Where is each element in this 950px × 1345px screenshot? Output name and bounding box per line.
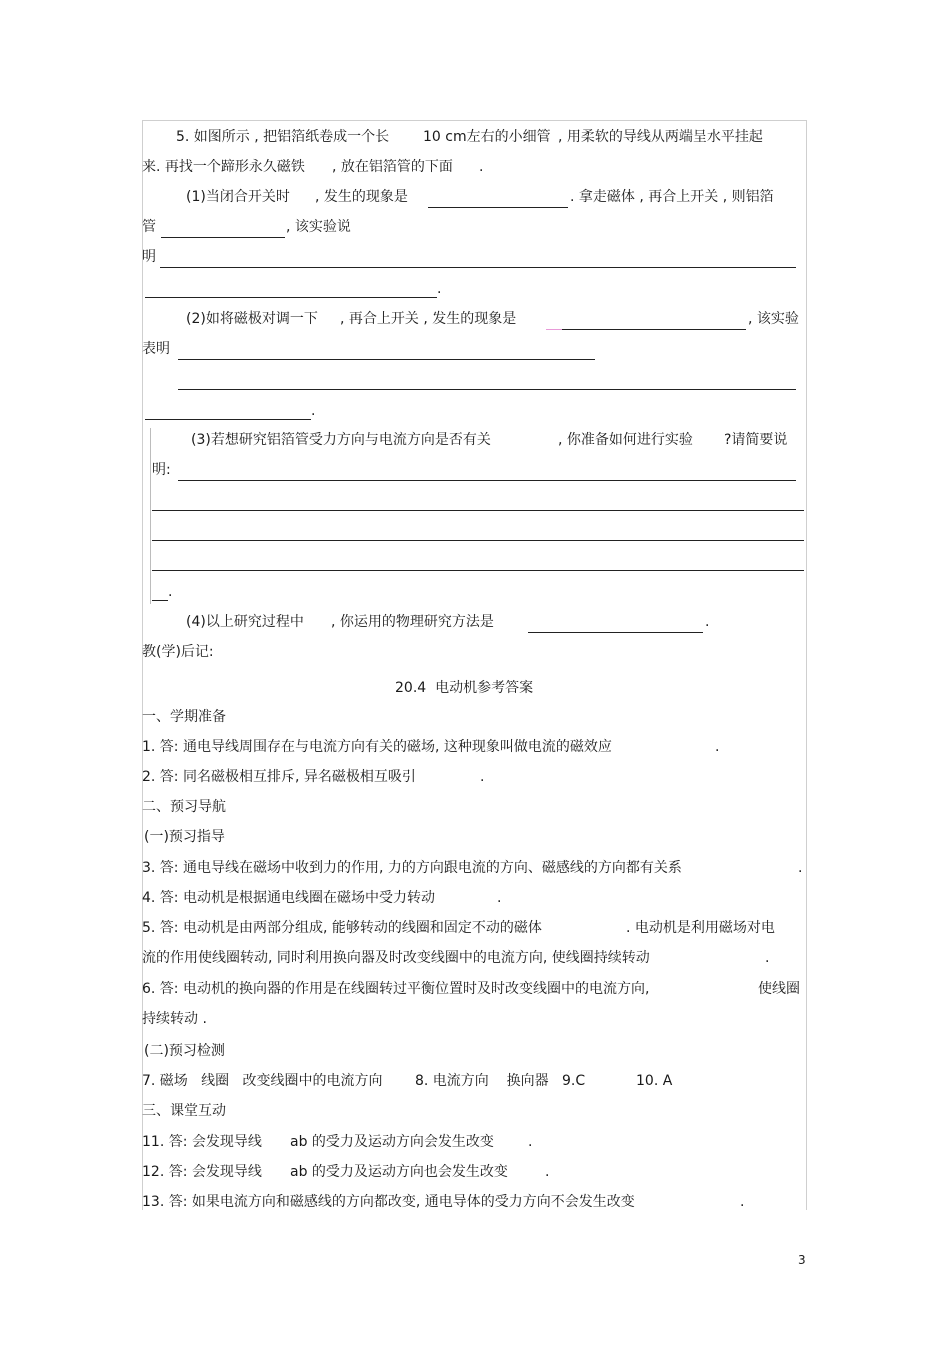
answer-12-a: 12. 答: 会发现导线	[142, 1164, 262, 1180]
q5-p3-blank-3	[152, 540, 804, 541]
answer-6: 6. 答: 电动机的换向器的作用是在线圈转过平衡位置时及时改变线圈中的电流方向,	[142, 981, 650, 997]
frame-border-left	[142, 120, 143, 1210]
section-2a-heading: (一)预习指导	[144, 829, 225, 845]
q5-p2-blank-2	[178, 359, 595, 360]
q5-intro-a: 5. 如图所示 , 把铝箔纸卷成一个长	[176, 129, 390, 145]
answer-5b: 流的作用使线圈转动, 同时利用换向器及时改变线圈中的电流方向, 使线圈持续转动	[142, 950, 650, 966]
answer-12-end: .	[545, 1164, 550, 1180]
q5-p1-c: . 拿走磁体 , 再合上开关 , 则铝箔	[570, 189, 774, 205]
answer-4-end: .	[497, 890, 502, 906]
answer-2: 2. 答: 同名磁极相互排斥, 异名磁极相互吸引	[142, 769, 416, 785]
postscript: 教(学)后记:	[142, 644, 214, 660]
q5-p2-a: (2)如将磁极对调一下	[186, 311, 318, 327]
q5-p1b-a: 管	[142, 219, 156, 235]
q5-p1-a: (1)当闭合开关时	[186, 189, 290, 205]
q5-p2-blank-4	[145, 419, 311, 420]
q5-p2-blank-mark	[546, 329, 562, 330]
page-number: 3	[798, 1253, 806, 1267]
q5-p4-a: (4)以上研究过程中	[186, 614, 304, 630]
q5-p1-b: , 发生的现象是	[315, 189, 408, 205]
answer-4: 4. 答: 电动机是根据通电线圈在磁场中受力转动	[142, 890, 435, 906]
q5-p1b-b: , 该实验说	[286, 219, 351, 235]
q5-p2c: .	[311, 403, 316, 419]
q5-p2b: 表明	[142, 341, 170, 357]
q5-p1-blank-4	[145, 297, 437, 298]
answer-5: 5. 答: 电动机是由两部分组成, 能够转动的线圈和固定不动的磁体	[142, 920, 542, 936]
q5-p1c: 明	[142, 249, 156, 265]
answer-5b-end: .	[765, 950, 770, 966]
q5-p3-b: , 你准备如何进行实验	[558, 432, 693, 448]
q5-intro2-c: .	[479, 159, 484, 175]
q5-p3-blank-2	[152, 510, 804, 511]
answer-13: 13. 答: 如果电流方向和磁感线的方向都改变, 通电导体的受力方向不会发生改变	[142, 1194, 635, 1210]
q5-p2-blank-3	[178, 389, 796, 390]
answer-3: 3. 答: 通电导线在磁场中收到力的作用, 力的方向跟电流的方向、磁感线的方向都有关系	[142, 860, 682, 876]
q5-p1d: .	[437, 281, 442, 297]
q5-p3b: 明:	[152, 462, 171, 478]
q5-p3-blank-4	[152, 570, 804, 571]
q5-p4-blank	[528, 632, 703, 633]
q5-p2-b: , 再合上开关 , 发生的现象是	[340, 311, 517, 327]
q5-p4-b: , 你运用的物理研究方法是	[331, 614, 494, 630]
section-1-heading: 一、学期准备	[142, 709, 226, 725]
answer-5-cont: . 电动机是利用磁场对电	[626, 920, 775, 936]
answer-11-end: .	[528, 1134, 533, 1150]
answer-7: 7. 磁场 线圈 改变线圈中的电流方向	[142, 1073, 383, 1089]
q5-p2-blank-1	[562, 329, 746, 330]
q5-p2-c: , 该实验	[748, 311, 799, 327]
q5-p3-a: (3)若想研究铝箔管受力方向与电流方向是否有关	[191, 432, 491, 448]
q5-intro-c: , 用柔软的导线从两端呈水平挂起	[558, 129, 763, 145]
answer-6b: 持续转动 .	[142, 1011, 207, 1027]
answer-6-cont: 使线圈	[758, 981, 800, 997]
frame-border-top	[142, 120, 807, 121]
inner-border	[150, 428, 151, 604]
q5-p3-blank-5	[152, 600, 168, 601]
q5-intro2-b: , 放在铝箔管的下面	[332, 159, 453, 175]
section-2-heading: 二、预习导航	[142, 799, 226, 815]
answer-1-end: .	[715, 739, 720, 755]
section-2b-heading: (二)预习检测	[144, 1043, 225, 1059]
answer-8-9: 8. 电流方向 换向器 9.C	[415, 1073, 586, 1089]
q5-p1-blank-3	[160, 267, 796, 268]
q5-intro-b: 10 cm左右的小细管	[423, 129, 551, 145]
answers-title: 20.4 电动机参考答案	[395, 680, 534, 696]
answer-11-a: 11. 答: 会发现导线	[142, 1134, 262, 1150]
q5-p4-c: .	[705, 614, 710, 630]
q5-p3c: .	[168, 584, 173, 600]
answer-2-end: .	[480, 769, 485, 785]
answer-11-b: ab 的受力及运动方向会发生改变	[290, 1134, 494, 1150]
answer-3-end: .	[798, 860, 803, 876]
section-3-heading: 三、课堂互动	[142, 1103, 226, 1119]
q5-p3-blank-1	[178, 480, 796, 481]
answer-13-end: .	[740, 1194, 745, 1210]
q5-intro2-a: 来. 再找一个蹄形永久磁铁	[142, 159, 305, 175]
q5-p1-blank-1	[428, 207, 568, 208]
q5-p3-c: ?请简要说	[724, 432, 788, 448]
answer-1: 1. 答: 通电导线周围存在与电流方向有关的磁场, 这种现象叫做电流的磁效应	[142, 739, 612, 755]
answer-10: 10. A	[636, 1073, 673, 1089]
q5-p1-blank-2	[161, 237, 285, 238]
frame-border-right	[806, 120, 807, 1210]
answer-12-b: ab 的受力及运动方向也会发生改变	[290, 1164, 508, 1180]
